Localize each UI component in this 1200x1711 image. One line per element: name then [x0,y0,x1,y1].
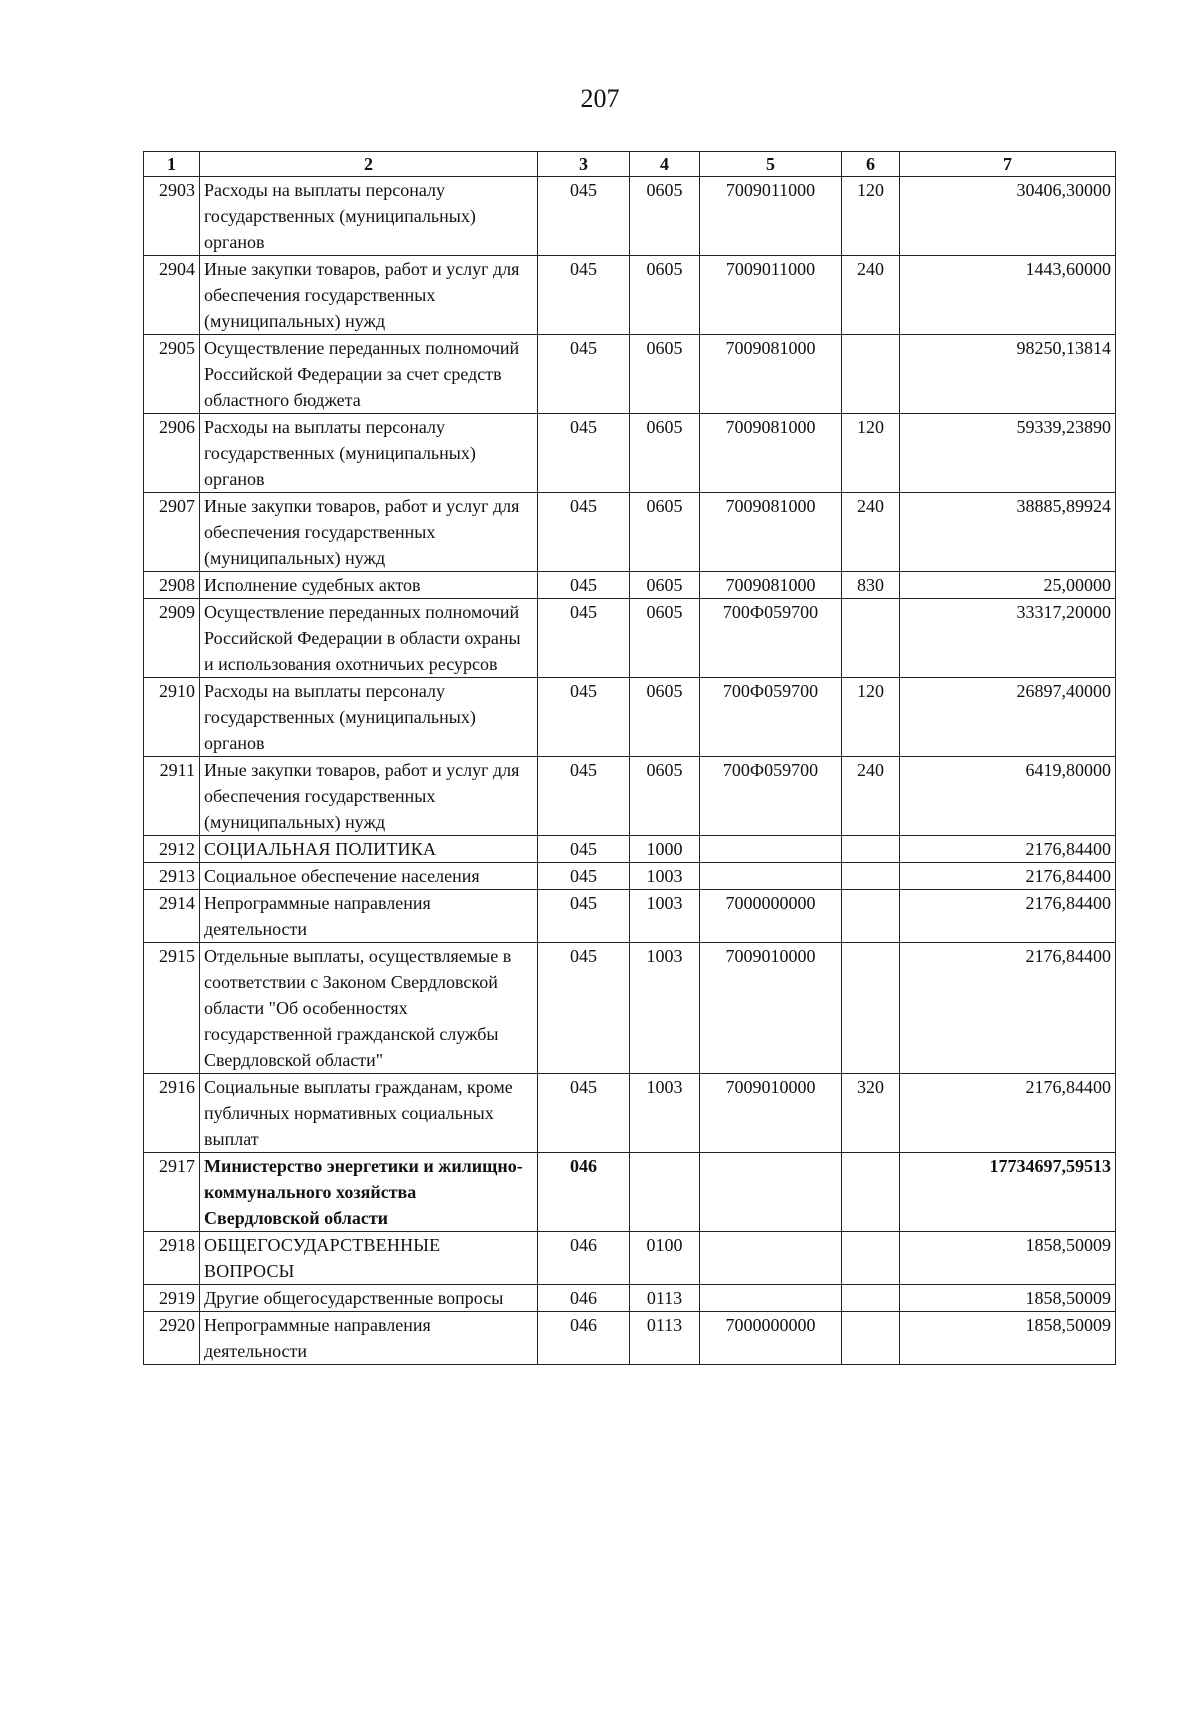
row-ved-code: 045 [538,943,630,1074]
row-sum: 98250,13814 [900,335,1116,414]
row-section-code: 0605 [630,599,700,678]
table-row [144,599,1116,678]
row-expense-type [842,943,900,1074]
row-section-code: 0113 [630,1312,700,1365]
header-col-7: 7 [900,152,1116,177]
row-section-code: 0605 [630,335,700,414]
row-number: 2914 [144,890,200,943]
row-sum: 1443,60000 [900,256,1116,335]
row-name: Иные закупки товаров, работ и услуг для обеспечения государственных (муниципальных) нужд [200,757,538,836]
row-expense-type [842,836,900,863]
row-section-code: 0605 [630,757,700,836]
row-number: 2907 [144,493,200,572]
row-section-code: 0100 [630,1232,700,1285]
table-row [144,177,1116,256]
table-row-ministry [144,1153,1116,1232]
row-expense-type: 120 [842,414,900,493]
row-expense-type: 120 [842,678,900,757]
row-sum: 2176,84400 [900,863,1116,890]
row-expense-type [842,1285,900,1312]
row-expense-type: 830 [842,572,900,599]
row-name: Осуществление переданных полномочий Российской Федерации в области охраны и использования охотничьих ресурсов [200,599,538,678]
row-ved-code: 045 [538,863,630,890]
row-name: Исполнение судебных актов [200,572,538,599]
row-section-code: 0113 [630,1285,700,1312]
row-sum: 1858,50009 [900,1285,1116,1312]
row-target-code [700,1153,842,1232]
page-number: 207 [580,84,620,113]
table-row [144,1232,1116,1285]
row-section-code: 0605 [630,414,700,493]
row-name: Социальное обеспечение населения [200,863,538,890]
row-section-code: 1000 [630,836,700,863]
table-row [144,1074,1116,1153]
row-sum: 30406,30000 [900,177,1116,256]
table-row [144,890,1116,943]
row-sum: 59339,23890 [900,414,1116,493]
row-ved-code: 045 [538,757,630,836]
row-target-code: 7009081000 [700,572,842,599]
row-number: 2908 [144,572,200,599]
row-section-code: 0605 [630,256,700,335]
table-row [144,1285,1116,1312]
row-target-code [700,1232,842,1285]
row-sum: 2176,84400 [900,890,1116,943]
header-row [144,152,1116,177]
row-number: 2913 [144,863,200,890]
row-target-code: 700Ф059700 [700,678,842,757]
row-section-code: 0605 [630,572,700,599]
table-row [144,414,1116,493]
row-number: 2919 [144,1285,200,1312]
row-target-code [700,863,842,890]
row-expense-type: 240 [842,757,900,836]
row-sum: 1858,50009 [900,1232,1116,1285]
table-row [144,863,1116,890]
row-expense-type [842,599,900,678]
table-row [144,943,1116,1074]
row-ved-code: 045 [538,836,630,863]
row-name: ОБЩЕГОСУДАРСТВЕННЫЕ ВОПРОСЫ [200,1232,538,1285]
row-section-code: 1003 [630,863,700,890]
row-sum: 2176,84400 [900,836,1116,863]
row-target-code: 7009011000 [700,177,842,256]
row-name: Расходы на выплаты персоналу государственных (муниципальных) органов [200,177,538,256]
row-name: Непрограммные направления деятельности [200,890,538,943]
row-sum: 17734697,59513 [900,1153,1116,1232]
row-number: 2911 [144,757,200,836]
row-target-code: 7009011000 [700,256,842,335]
row-ved-code: 045 [538,678,630,757]
row-name: Министерство энергетики и жилищно-коммунального хозяйства Свердловской области [200,1153,538,1232]
row-target-code [700,836,842,863]
row-expense-type: 320 [842,1074,900,1153]
row-name: Другие общегосударственные вопросы [200,1285,538,1312]
header-col-6: 6 [842,152,900,177]
row-expense-type [842,1153,900,1232]
row-number: 2920 [144,1312,200,1365]
row-number: 2915 [144,943,200,1074]
row-expense-type: 240 [842,256,900,335]
row-number: 2906 [144,414,200,493]
row-name: Расходы на выплаты персоналу государственных (муниципальных) органов [200,678,538,757]
table-row [144,493,1116,572]
row-target-code [700,1285,842,1312]
row-name: СОЦИАЛЬНАЯ ПОЛИТИКА [200,836,538,863]
row-target-code: 7009081000 [700,414,842,493]
row-number: 2904 [144,256,200,335]
row-ved-code: 045 [538,1074,630,1153]
row-name: Иные закупки товаров, работ и услуг для обеспечения государственных (муниципальных) нужд [200,493,538,572]
row-ved-code: 045 [538,414,630,493]
row-ved-code: 045 [538,572,630,599]
row-expense-type: 120 [842,177,900,256]
table-row [144,256,1116,335]
row-number: 2905 [144,335,200,414]
row-name: Расходы на выплаты персоналу государственных (муниципальных) органов [200,414,538,493]
row-expense-type [842,335,900,414]
row-ved-code: 046 [538,1285,630,1312]
header-col-2: 2 [200,152,538,177]
row-sum: 33317,20000 [900,599,1116,678]
row-target-code: 7009010000 [700,1074,842,1153]
row-section-code: 1003 [630,890,700,943]
row-ved-code: 045 [538,177,630,256]
row-expense-type [842,890,900,943]
row-ved-code: 046 [538,1312,630,1365]
row-number: 2903 [144,177,200,256]
row-section-code [630,1153,700,1232]
row-section-code: 0605 [630,678,700,757]
row-target-code: 7000000000 [700,1312,842,1365]
row-name: Иные закупки товаров, работ и услуг для обеспечения государственных (муниципальных) нужд [200,256,538,335]
row-expense-type [842,863,900,890]
row-sum: 25,00000 [900,572,1116,599]
row-sum: 1858,50009 [900,1312,1116,1365]
header-col-1: 1 [144,152,200,177]
table-row [144,335,1116,414]
table-row [144,1312,1116,1365]
table-row [144,572,1116,599]
row-expense-type [842,1232,900,1285]
row-ved-code: 046 [538,1232,630,1285]
row-ved-code: 045 [538,493,630,572]
row-number: 2918 [144,1232,200,1285]
row-name: Осуществление переданных полномочий Российской Федерации за счет средств областного бюджета [200,335,538,414]
row-name: Непрограммные направления деятельности [200,1312,538,1365]
row-ved-code: 045 [538,599,630,678]
row-expense-type [842,1312,900,1365]
row-number: 2916 [144,1074,200,1153]
row-target-code: 700Ф059700 [700,757,842,836]
row-sum: 26897,40000 [900,678,1116,757]
row-ved-code: 045 [538,256,630,335]
row-section-code: 0605 [630,177,700,256]
row-name: Отдельные выплаты, осуществляемые в соответствии с Законом Свердловской области "Об особенностях государственной гражданской службы Свердловской области" [200,943,538,1074]
row-section-code: 1003 [630,943,700,1074]
row-ved-code: 045 [538,335,630,414]
row-sum: 2176,84400 [900,1074,1116,1153]
row-target-code: 7009010000 [700,943,842,1074]
row-number: 2917 [144,1153,200,1232]
row-ved-code: 045 [538,890,630,943]
row-expense-type: 240 [842,493,900,572]
row-number: 2909 [144,599,200,678]
row-target-code: 700Ф059700 [700,599,842,678]
row-number: 2912 [144,836,200,863]
row-ved-code: 046 [538,1153,630,1232]
row-name: Социальные выплаты гражданам, кроме публичных нормативных социальных выплат [200,1074,538,1153]
row-sum: 6419,80000 [900,757,1116,836]
row-number: 2910 [144,678,200,757]
header-col-4: 4 [630,152,700,177]
table-row [144,757,1116,836]
table-row [144,836,1116,863]
row-target-code: 7000000000 [700,890,842,943]
row-target-code: 7009081000 [700,335,842,414]
row-sum: 2176,84400 [900,943,1116,1074]
row-section-code: 1003 [630,1074,700,1153]
table-row [144,678,1116,757]
row-target-code: 7009081000 [700,493,842,572]
header-col-3: 3 [538,152,630,177]
budget-table [143,151,1116,1365]
row-sum: 38885,89924 [900,493,1116,572]
header-col-5: 5 [700,152,842,177]
row-section-code: 0605 [630,493,700,572]
